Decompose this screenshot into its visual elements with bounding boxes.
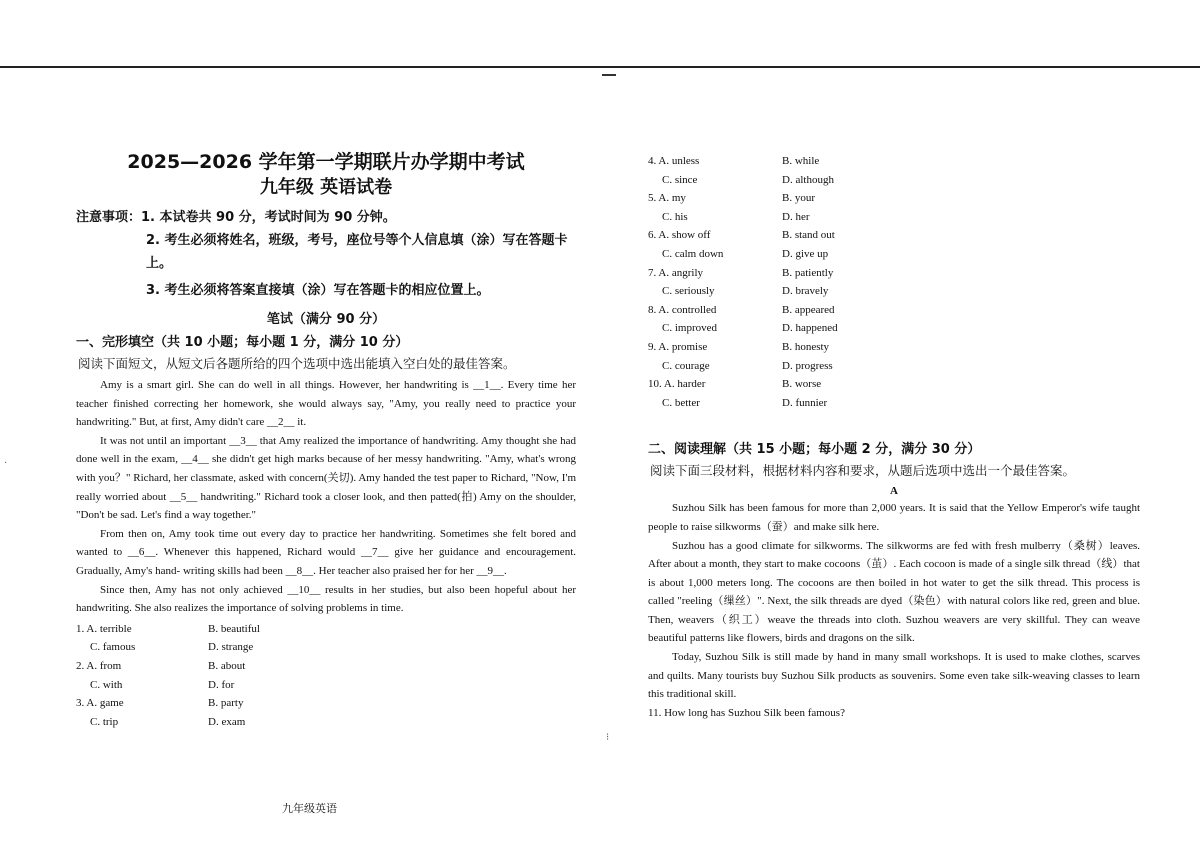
option-row: [648, 394, 1140, 413]
written-exam-heading: 笔试（满分 90 分）: [266, 312, 386, 327]
option-a: 8. A. controlled: [648, 303, 717, 316]
cloze-passage: [76, 376, 576, 618]
option-row: [648, 152, 1140, 171]
option-b: B. while: [782, 155, 820, 167]
notes-label: 注意事项：: [76, 210, 142, 225]
option-row: [76, 713, 576, 732]
option-row: [76, 694, 576, 713]
option-row: [648, 282, 1140, 301]
option-d: D. exam: [208, 715, 246, 728]
part2-block: [648, 438, 1140, 722]
option-row: [648, 264, 1140, 283]
cloze-options-right: [648, 152, 1140, 412]
option-b: B. honesty: [782, 340, 830, 353]
option-c: C. famous: [90, 641, 136, 654]
option-a: 1. A. terrible: [76, 622, 132, 635]
page-footer: 九年级英语: [282, 802, 337, 815]
option-d: D. strange: [208, 641, 254, 654]
note-item-2: 2. 考生必须将姓名，班级，考号，座位号等个人信息填（涂）写在答题卡上。: [146, 233, 568, 271]
note-item-1: 1. 本试卷共 90 分，考试时间为 90 分钟。: [141, 210, 396, 225]
option-d: D. her: [782, 210, 810, 223]
option-d: D. although: [782, 173, 834, 186]
exam-subtitle: 九年级 英语试卷: [259, 177, 393, 198]
option-row: [648, 245, 1140, 264]
option-row: [648, 226, 1140, 245]
option-row: [76, 620, 576, 639]
option-row: [648, 319, 1140, 338]
option-d: D. happened: [782, 322, 838, 335]
question-11: 11. How long has Suzhou Silk been famous?: [648, 706, 845, 719]
option-a: 7. A. angrily: [648, 266, 703, 279]
option-b: B. worse: [782, 378, 822, 391]
option-c: C. courage: [662, 359, 710, 372]
option-a: 2. A. from: [76, 659, 122, 672]
option-c: C. trip: [90, 715, 119, 728]
option-d: D. for: [208, 678, 235, 691]
option-d: D. funnier: [782, 396, 828, 409]
exam-title: 2025—2026 学年第一学期联片办学期中考试: [127, 151, 525, 173]
option-row: [648, 338, 1140, 357]
option-row: [648, 171, 1140, 190]
option-row: [76, 676, 576, 695]
option-b: B. your: [782, 192, 815, 205]
top-dash-mark: [602, 74, 616, 76]
option-a: 9. A. promise: [648, 340, 708, 353]
option-row: [648, 189, 1140, 208]
option-d: D. bravely: [782, 285, 829, 298]
option-a: 3. A. game: [76, 697, 124, 710]
option-c: C. better: [662, 396, 700, 409]
reading-paragraph-1: Suzhou Silk has been famous for more than 2,000 years. It is said that the Yellow Emperor's wife taught people to raise silkworms（蚕）and make silk here.: [648, 502, 1140, 533]
option-row: [648, 208, 1140, 227]
option-c: C. calm down: [662, 247, 724, 260]
option-d: D. give up: [782, 247, 829, 260]
option-b: B. appeared: [782, 303, 835, 316]
option-b: B. about: [208, 659, 246, 672]
option-b: B. stand out: [782, 229, 835, 242]
notes-block: [76, 206, 576, 302]
part2-instruction: 阅读下面三段材料，根据材料内容和要求，从题后选项中选出一个最佳答案。: [650, 463, 1076, 479]
option-a: 6. A. show off: [648, 229, 711, 242]
cloze-options-left: [76, 620, 576, 732]
part1-instruction: 阅读下面短文，从短文后各题所给的四个选项中选出能填入空白处的最佳答案。: [78, 356, 516, 371]
reading-paragraph-2: Suzhou has a good climate for silkworms. The silkworms are fed with fresh mulberry（桑树）leaves. After about a month, they start to make cocoons（茧）. Each cocoon is made of a single silk thread（线）that is about 1,000 meters long. The cocoons are then boiled in hot water to get the silk thread. This process is called "reeling（缫丝）". Next, the silk threads are dyed（染色）with natural colors like red, green and blue. Then, weavers（织工）weave the threads into cloth. Suzhou weavers are very skillful. They can weave beautiful patterns like flowers, birds and dragons on the silk.: [648, 539, 1140, 645]
top-border-line: [0, 66, 1200, 68]
option-c: C. with: [90, 678, 123, 691]
right-column: [648, 152, 1140, 722]
option-row: [648, 301, 1140, 320]
scan-speck: ·: [4, 458, 8, 469]
cloze-paragraph-2: It was not until an important __3__ that Amy realized the importance of handwriting. Amy thought she had done well in the exam, __4__ she didn't get high marks because of her messy handwriting. "Amy, what's wrong with you？" Richard, her classmate, asked with concern(关切). Amy handed the test paper to Richard, "Now, I'm really worried about __5__ handwriting." Richard took a closer look, and then patted(拍) Amy on the shoulder, "Don't be sad. Let's find a way together.": [76, 434, 576, 522]
option-b: B. party: [208, 697, 244, 710]
option-row: [76, 657, 576, 676]
part2-heading: 二、阅读理解（共 15 小题；每小题 2 分，满分 30 分）: [648, 442, 981, 458]
reading-paragraph-3: Today, Suzhou Silk is still made by hand in many small workshops. It is used to make clothes, scarves and quilts. Many tourists buy Suzhou Silk products as souvenirs. Some even take silk-weaving classes to learn this traditional skill.: [648, 651, 1140, 701]
option-c: C. since: [662, 173, 698, 186]
scan-speck: ⁝: [606, 732, 610, 743]
cloze-paragraph-1: Amy is a smart girl. She can do well in all things. However, her handwriting is __1__. Every time her teacher finished correcting her homework, she would always say, "Amy, you really need to practice your handwriting." But, at first, Amy didn't care __2__ it.: [76, 379, 576, 429]
note-item-3: 3. 考生必须将答案直接填（涂）写在答题卡的相应位置上。: [146, 283, 490, 298]
cloze-paragraph-3: From then on, Amy took time out every day to practice her handwriting. Sometimes she felt bored and wanted to __6__. Whenever this happened, Richard would __7__ give her guidance and encouragement. Gradually, Amy's hand- writing skills had been __8__. Her teacher also praised her for her __9__.: [76, 527, 576, 577]
option-c: C. improved: [662, 322, 717, 335]
option-a: 10. A. harder: [648, 378, 706, 391]
option-c: C. seriously: [662, 285, 715, 298]
cloze-paragraph-4: Since then, Amy has not only achieved __10__ results in her studies, but also been hopeful about her handwriting. She also realizes the importance of solving problems in time.: [76, 583, 576, 615]
option-b: B. patiently: [782, 266, 834, 279]
left-column: [76, 150, 576, 731]
option-row: [648, 375, 1140, 394]
option-d: D. progress: [782, 359, 833, 372]
option-row: [648, 357, 1140, 376]
option-c: C. his: [662, 210, 688, 223]
passage-letter: A: [890, 485, 898, 498]
reading-passage-a: [648, 499, 1140, 704]
option-row: [76, 638, 576, 657]
option-a: 4. A. unless: [648, 155, 700, 167]
option-a: 5. A. my: [648, 192, 686, 205]
note-row-1: [76, 206, 576, 229]
option-b: B. beautiful: [208, 622, 260, 635]
part1-heading: 一、完形填空（共 10 小题；每小题 1 分，满分 10 分）: [76, 335, 409, 350]
